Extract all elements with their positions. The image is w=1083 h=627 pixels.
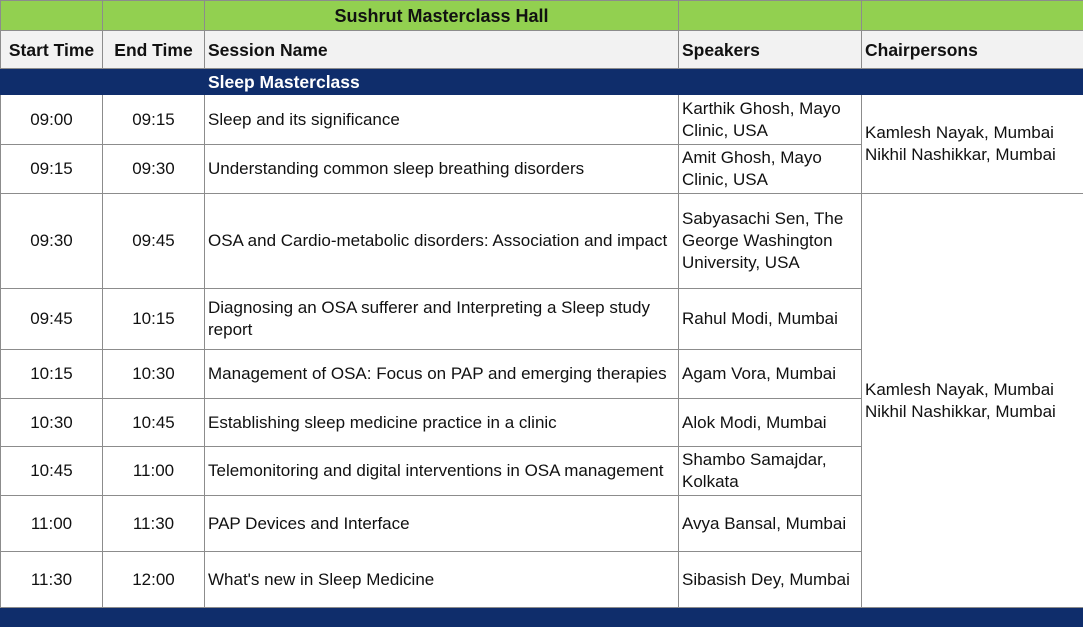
col-header-speakers: Speakers xyxy=(679,31,862,69)
speaker-cell: Shambo Samajdar, Kolkata xyxy=(679,447,862,496)
end-time-cell: 10:15 xyxy=(103,289,205,350)
table-row xyxy=(1,194,1083,289)
title-blank-cell xyxy=(862,1,1083,31)
end-time-cell: 09:30 xyxy=(103,145,205,194)
chairperson-name: Kamlesh Nayak, Mumbai xyxy=(865,379,1080,401)
start-time-cell: 10:30 xyxy=(1,399,103,447)
start-time-cell: 11:30 xyxy=(1,552,103,608)
session-name-cell: Understanding common sleep breathing disorders xyxy=(205,145,679,194)
end-time-cell: 09:45 xyxy=(103,194,205,289)
table-row xyxy=(1,95,1083,145)
footer-cell xyxy=(679,608,862,627)
title-row xyxy=(1,1,1083,31)
title-blank-cell xyxy=(1,1,103,31)
end-time-cell: 11:00 xyxy=(103,447,205,496)
session-name-cell: Establishing sleep medicine practice in a clinic xyxy=(205,399,679,447)
start-time-cell: 11:00 xyxy=(1,496,103,552)
chairpersons-cell xyxy=(862,95,1083,194)
start-time-cell: 10:15 xyxy=(1,350,103,399)
speaker-cell: Karthik Ghosh, Mayo Clinic, USA xyxy=(679,95,862,145)
start-time-cell: 09:00 xyxy=(1,95,103,145)
end-time-cell: 12:00 xyxy=(103,552,205,608)
title-blank-cell xyxy=(679,1,862,31)
start-time-cell: 10:45 xyxy=(1,447,103,496)
band-blank-cell xyxy=(679,69,862,95)
footer-cell xyxy=(205,608,679,627)
footer-band-row xyxy=(1,608,1083,627)
chairperson-name: Nikhil Nashikkar, Mumbai xyxy=(865,401,1080,423)
footer-cell xyxy=(862,608,1083,627)
band-blank-cell xyxy=(862,69,1083,95)
session-name-cell: What's new in Sleep Medicine xyxy=(205,552,679,608)
band-blank-cell xyxy=(1,69,103,95)
speaker-cell: Sibasish Dey, Mumbai xyxy=(679,552,862,608)
session-name-cell: Telemonitoring and digital interventions in OSA management xyxy=(205,447,679,496)
footer-cell xyxy=(1,608,103,627)
col-header-chairpersons: Chairpersons xyxy=(862,31,1083,69)
header-row xyxy=(1,31,1083,69)
band-blank-cell xyxy=(103,69,205,95)
speaker-cell: Avya Bansal, Mumbai xyxy=(679,496,862,552)
start-time-cell: 09:15 xyxy=(1,145,103,194)
col-header-start-time: Start Time xyxy=(1,31,103,69)
speaker-cell: Sabyasachi Sen, The George Washington University, USA xyxy=(679,194,862,289)
chairpersons-cell xyxy=(862,194,1083,608)
speaker-cell: Agam Vora, Mumbai xyxy=(679,350,862,399)
col-header-session-name: Session Name xyxy=(205,31,679,69)
session-name-cell: Management of OSA: Focus on PAP and emerging therapies xyxy=(205,350,679,399)
session-name-cell: Diagnosing an OSA sufferer and Interpreting a Sleep study report xyxy=(205,289,679,350)
start-time-cell: 09:45 xyxy=(1,289,103,350)
col-header-end-time: End Time xyxy=(103,31,205,69)
section-band-row xyxy=(1,69,1083,95)
chairperson-name: Kamlesh Nayak, Mumbai xyxy=(865,122,1080,144)
end-time-cell: 09:15 xyxy=(103,95,205,145)
speaker-cell: Rahul Modi, Mumbai xyxy=(679,289,862,350)
section-title: Sleep Masterclass xyxy=(205,69,679,95)
session-name-cell: PAP Devices and Interface xyxy=(205,496,679,552)
chairperson-name: Nikhil Nashikkar, Mumbai xyxy=(865,144,1080,166)
speaker-cell: Alok Modi, Mumbai xyxy=(679,399,862,447)
start-time-cell: 09:30 xyxy=(1,194,103,289)
footer-cell xyxy=(103,608,205,627)
hall-title: Sushrut Masterclass Hall xyxy=(205,1,679,31)
session-name-cell: OSA and Cardio-metabolic disorders: Association and impact xyxy=(205,194,679,289)
end-time-cell: 11:30 xyxy=(103,496,205,552)
speaker-cell: Amit Ghosh, Mayo Clinic, USA xyxy=(679,145,862,194)
end-time-cell: 10:45 xyxy=(103,399,205,447)
end-time-cell: 10:30 xyxy=(103,350,205,399)
session-name-cell: Sleep and its significance xyxy=(205,95,679,145)
title-blank-cell xyxy=(103,1,205,31)
